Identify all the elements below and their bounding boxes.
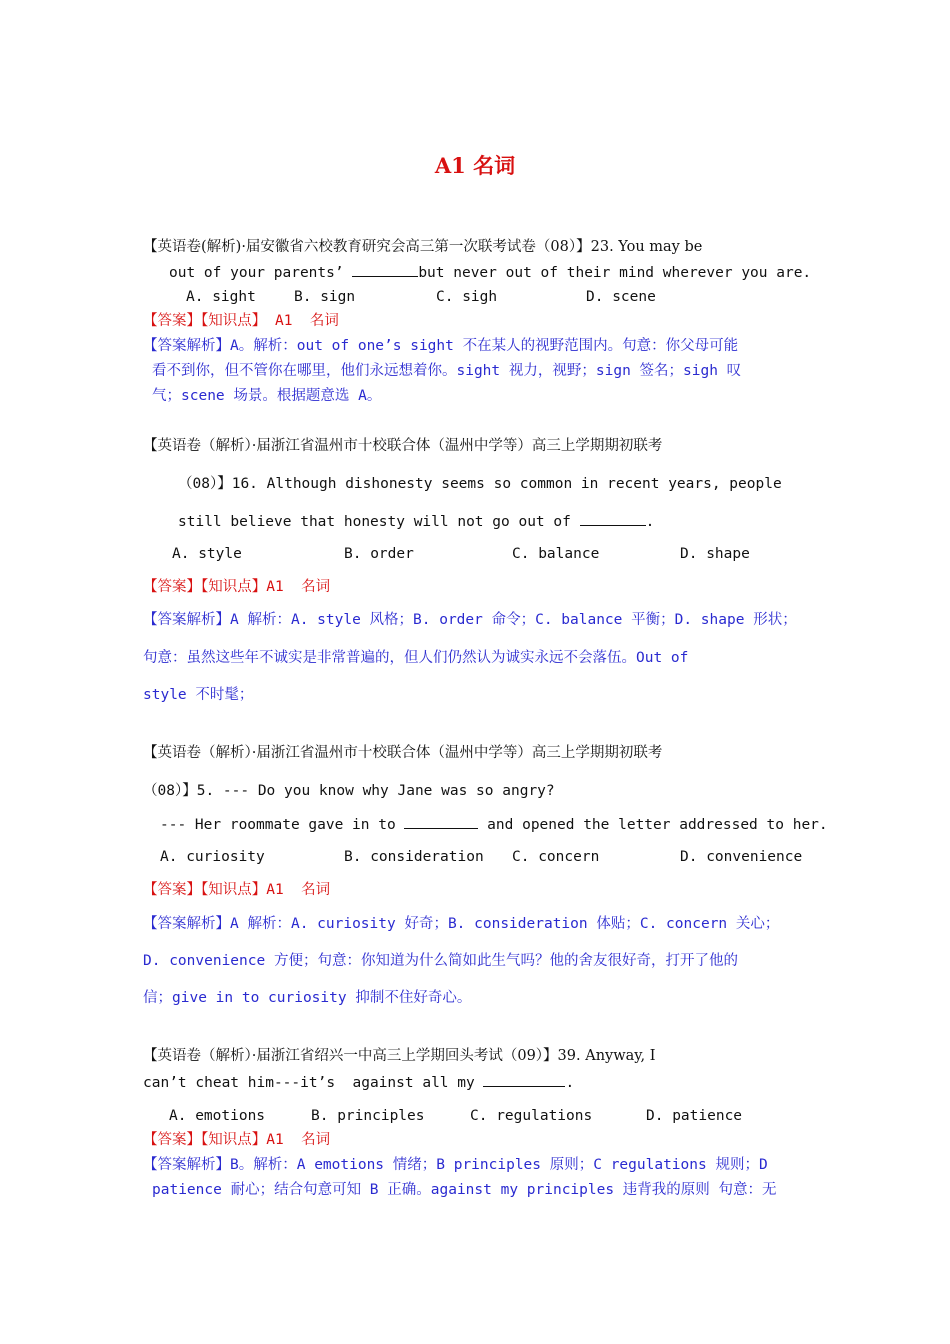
option-a: A. emotions <box>169 1108 266 1124</box>
explanation-line: 句意：虽然这些年不诚实是非常普遍的，但人们仍然认为诚实永远不会落伍。Out of <box>143 650 689 666</box>
question-stem: --- Her roommate gave in to and opened the letter addressed to her. <box>160 814 828 835</box>
answer-blank <box>483 1072 565 1087</box>
option-a: A. sight <box>186 289 256 305</box>
explanation-line: 信；give in to curiosity 抑制不住好奇心。 <box>143 990 472 1006</box>
option-a: A. curiosity <box>160 849 265 865</box>
option-c: C. regulations <box>470 1108 593 1124</box>
question-stem: （08）】5. --- Do you know why Jane was so angry? <box>143 783 555 799</box>
question-source: 【英语卷（解析）·届浙江省温州市十校联合体（温州中学等）高三上学期期初联考 <box>143 745 663 761</box>
answer-blank <box>352 262 418 277</box>
explanation-line: 【答案解析】A 解析：A. curiosity 好奇；B. consideration 体贴；C. concern 关心； <box>143 916 780 932</box>
answer-blank <box>580 511 646 526</box>
option-c: C. balance <box>512 546 600 562</box>
question-source: 【英语卷（解析）·届浙江省绍兴一中高三上学期回头考试（09）】39. Anyway, I <box>143 1048 656 1064</box>
option-c: C. sigh <box>436 289 498 305</box>
answer-line: 【答案】【知识点】A1 名词 <box>143 579 331 595</box>
question-stem: still believe that honesty will not go out of . <box>178 511 654 532</box>
option-c: C. concern <box>512 849 600 865</box>
option-b: B. consideration <box>344 849 484 865</box>
option-d: D. convenience <box>680 849 803 865</box>
page-title: A1 名词 <box>434 153 516 178</box>
answer-line: 【答案】【知识点】A1 名词 <box>143 882 331 898</box>
option-b: B. order <box>344 546 414 562</box>
option-d: D. patience <box>646 1108 743 1124</box>
question-stem: （08）】16. Although dishonesty seems so common in recent years, people <box>178 476 782 492</box>
option-b: B. principles <box>311 1108 425 1124</box>
option-a: A. style <box>172 546 242 562</box>
explanation-line: 【答案解析】A。解析：out of one’s sight 不在某人的视野范围内。句意：你父母可能 <box>143 338 739 354</box>
question-source: 【英语卷（解析）·届浙江省温州市十校联合体（温州中学等）高三上学期期初联考 <box>143 438 663 454</box>
question-stem: can’t cheat him---it’s against all my . <box>143 1072 574 1093</box>
question-source: 【英语卷(解析)·届安徽省六校教育研究会高三第一次联考试卷（08）】23. You may be <box>143 239 703 255</box>
explanation-line: style 不时髦； <box>143 687 254 703</box>
explanation-line: patience 耐心；结合句意可知 B 正确。against my principles 违背我的原则 句意：无 <box>152 1182 777 1198</box>
explanation-line: 气；scene 场景。根据题意选 A。 <box>152 388 382 404</box>
question-stem: out of your parents’ but never out of their mind wherever you are. <box>169 262 811 283</box>
option-d: D. scene <box>586 289 656 305</box>
answer-blank <box>404 814 478 829</box>
option-b: B. sign <box>294 289 356 305</box>
answer-line: 【答案】【知识点】A1 名词 <box>143 1132 331 1148</box>
explanation-line: 看不到你，但不管你在哪里，他们永远想着你。sight 视力，视野；sign 签名；sigh 叹 <box>152 363 742 379</box>
option-d: D. shape <box>680 546 750 562</box>
answer-line: 【答案】【知识点】 A1 名词 <box>143 313 339 329</box>
explanation-line: 【答案解析】A 解析：A. style 风格；B. order 命令；C. balance 平衡；D. shape 形状； <box>143 612 797 628</box>
explanation-line: D. convenience 方便；句意：你知道为什么简如此生气吗？他的舍友很好奇，打开了他的 <box>143 953 738 969</box>
explanation-line: 【答案解析】B。解析：A emotions 情绪；B principles 原则；C regulations 规则；D <box>143 1157 768 1173</box>
